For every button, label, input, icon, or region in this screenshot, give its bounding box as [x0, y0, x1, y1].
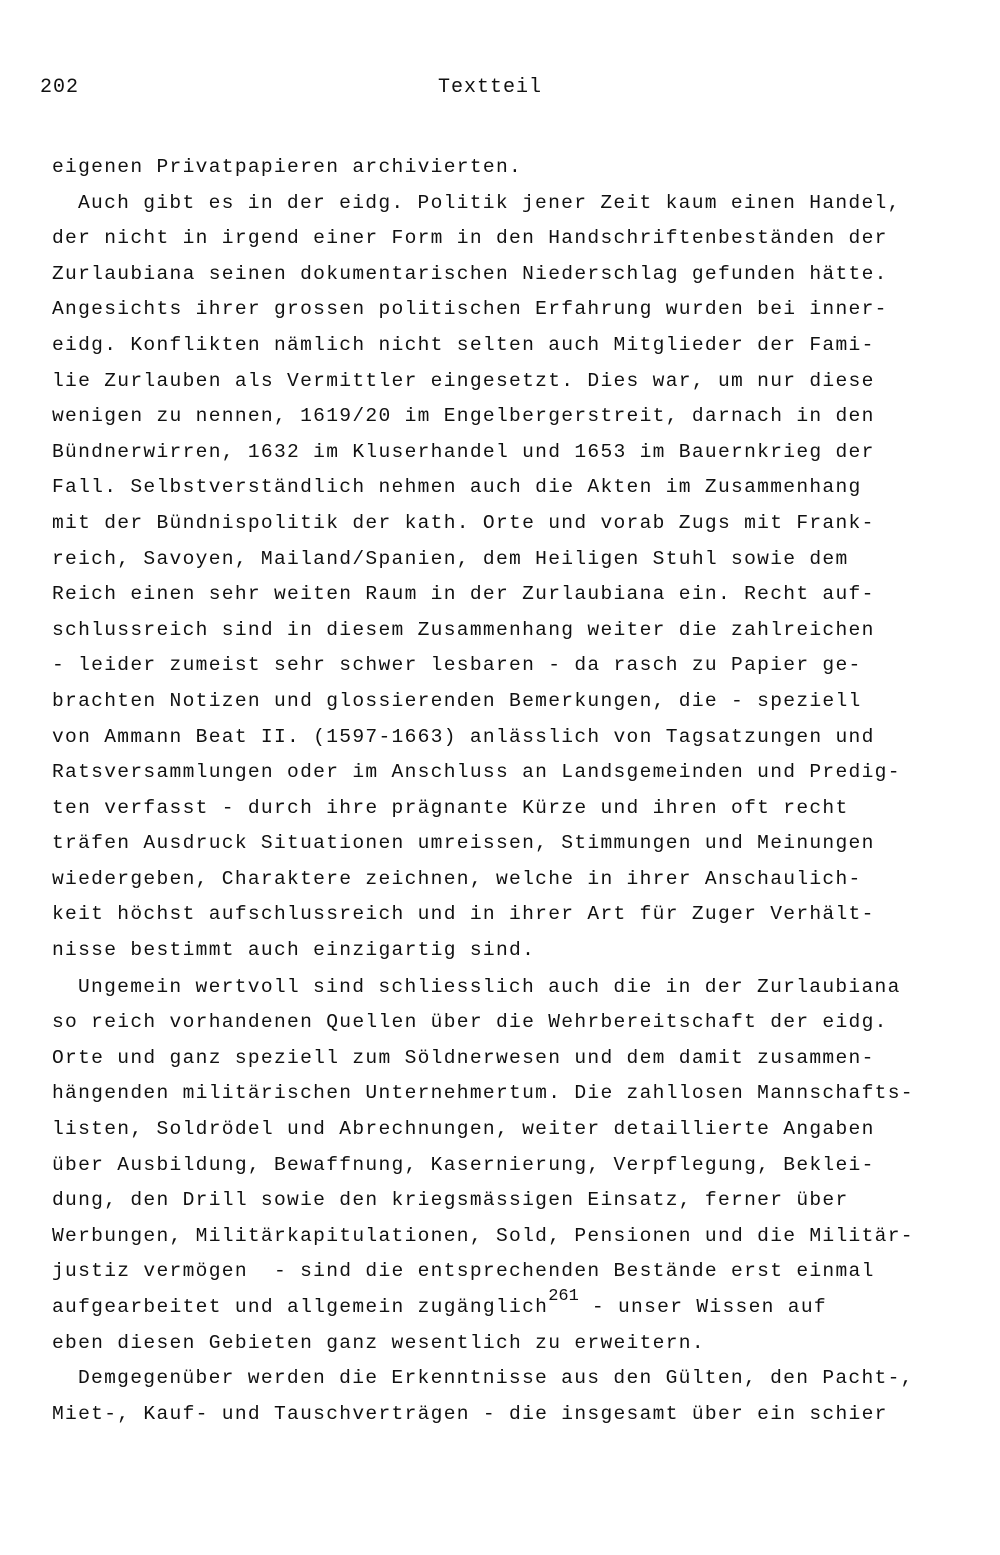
- text-line: Ratsversammlungen oder im Anschluss an Landsgemeinden und Predig-: [52, 761, 901, 784]
- paragraph-2: [52, 970, 962, 1362]
- text-segment: aufgearbeitet und allgemein zugänglich: [52, 1296, 549, 1318]
- text-line: Fall. Selbstverständlich nehmen auch die Akten im Zusammenhang: [52, 476, 862, 499]
- text-line: brachten Notizen und glossierenden Bemerkungen, die - speziell: [52, 689, 862, 712]
- page-number: 202: [40, 76, 80, 99]
- body-text: [52, 150, 962, 1432]
- text-line: Reich einen sehr weiten Raum in der Zurlaubiana ein. Recht auf-: [52, 583, 875, 606]
- text-line: wenigen zu nennen, 1619/20 im Engelbergerstreit, darnach in den: [52, 405, 875, 428]
- text-line: über Ausbildung, Bewaffnung, Kasernierung, Verpflegung, Beklei-: [52, 1153, 875, 1176]
- text-line: träfen Ausdruck Situationen umreissen, Stimmungen und Meinungen: [52, 832, 875, 855]
- text-line: Angesichts ihrer grossen politischen Erfahrung wurden bei inner-: [52, 298, 888, 321]
- paragraph-1: [52, 150, 962, 969]
- footnote-reference: 261: [548, 1287, 579, 1306]
- text-line: nisse bestimmt auch einzigartig sind.: [52, 939, 536, 962]
- text-line: so reich vorhandenen Quellen über die Wehrbereitschaft der eidg.: [52, 1011, 888, 1034]
- text-line: eigenen Privatpapieren archivierten.: [52, 156, 523, 178]
- text-line: - leider zumeist sehr schwer lesbaren - da rasch zu Papier ge-: [52, 654, 862, 677]
- text-line: Ungemein wertvoll sind schliesslich auch die in der Zurlaubiana: [78, 975, 901, 998]
- paragraph-3: [52, 1361, 962, 1432]
- text-line: Orte und ganz speziell zum Söldnerwesen und dem damit zusammen-: [52, 1046, 875, 1069]
- text-line: ten verfasst - durch ihre prägnante Kürze und ihren oft recht: [52, 796, 849, 819]
- text-line: listen, Soldrödel und Abrechnungen, weiter detaillierte Angaben: [52, 1118, 875, 1141]
- text-line: Miet-, Kauf- und Tauschverträgen - die insgesamt über ein schier: [52, 1402, 888, 1425]
- text-line: von Ammann Beat II. (1597-1663) anlässlich von Tagsatzungen und: [52, 725, 875, 748]
- text-line: hängenden militärischen Unternehmertum. Die zahllosen Mannschafts-: [52, 1082, 914, 1105]
- text-line: dung, den Drill sowie den kriegsmässigen Einsatz, ferner über: [52, 1189, 849, 1212]
- text-line: eben diesen Gebieten ganz wesentlich zu erweitern.: [52, 1331, 705, 1354]
- text-line: Auch gibt es in der eidg. Politik jener Zeit kaum einen Handel,: [78, 191, 901, 214]
- text-line: Bündnerwirren, 1632 im Kluserhandel und 1653 im Bauernkrieg der: [52, 440, 875, 463]
- text-line: lie Zurlauben als Vermittler eingesetzt. Dies war, um nur diese: [52, 369, 875, 392]
- text-segment: - unser Wissen auf: [578, 1296, 827, 1318]
- text-line: eidg. Konflikten nämlich nicht selten auch Mitglieder der Fami-: [52, 333, 875, 356]
- text-line: mit der Bündnispolitik der kath. Orte und vorab Zugs mit Frank-: [52, 511, 875, 534]
- text-line: schlussreich sind in diesem Zusammenhang weiter die zahlreichen: [52, 618, 875, 641]
- text-line: Werbungen, Militärkapitulationen, Sold, Pensionen und die Militär-: [52, 1224, 914, 1247]
- text-line: keit höchst aufschlussreich und in ihrer Art für Zuger Verhält-: [52, 903, 875, 926]
- running-head: Textteil: [437, 76, 542, 99]
- text-line: wiedergeben, Charaktere zeichnen, welche in ihrer Anschaulich-: [52, 867, 862, 890]
- text-line: justiz vermögen - sind die entsprechenden Bestände erst einmal: [52, 1260, 875, 1283]
- text-line: Zurlaubiana seinen dokumentarischen Niederschlag gefunden hätte.: [52, 262, 888, 285]
- text-line: Demgegenüber werden die Erkenntnisse aus den Gülten, den Pacht-,: [78, 1367, 914, 1390]
- text-line: der nicht in irgend einer Form in den Handschriftenbeständen der: [52, 227, 888, 250]
- text-line: reich, Savoyen, Mailand/Spanien, dem Heiligen Stuhl sowie dem: [52, 547, 849, 570]
- text-line-with-footnote: [52, 1287, 962, 1326]
